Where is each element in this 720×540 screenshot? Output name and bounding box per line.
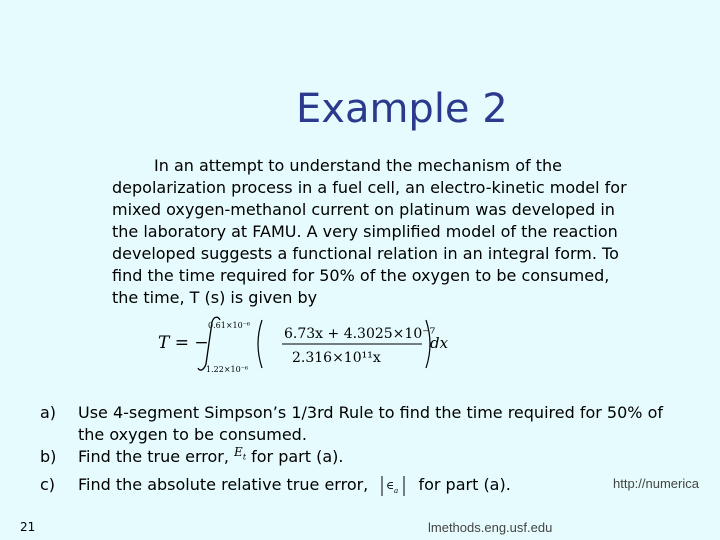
formula-lhs: T = −: [158, 333, 209, 353]
svg-text:∈: ∈: [386, 478, 395, 492]
fraction-numerator: 6.73x + 4.3025×10⁻⁷: [284, 326, 436, 342]
item-marker: b): [40, 447, 57, 466]
lower-limit: 1.22×10⁻⁶: [206, 365, 249, 374]
intro-text: In an attempt to understand the mechanism of the depolarization process in a fuel cell, an electro-kinetic model for mixed oxygen-methanol current on platinum was developed in the laboratory at FAMU. A very simplified model of the reaction developed suggests a functional relation in an integral form. To find the time required for 50% of the oxygen to be consumed, the time, T (s) is given by: [112, 156, 627, 307]
item-text-before: Find the true error,: [78, 447, 229, 466]
fraction-denominator: 2.316×10¹¹x: [292, 350, 381, 366]
item-text: Use 4-segment Simpson’s 1/3rd Rule to find the time required for 50% of the oxygen to be consumed.: [78, 403, 663, 444]
intro-paragraph: [112, 155, 632, 309]
task-list: [40, 402, 680, 497]
item-marker: c): [40, 475, 56, 495]
upper-limit: 0.61×10⁻⁶: [208, 321, 251, 330]
item-marker: a): [40, 403, 57, 422]
absolute-relative-error-symbol: [379, 475, 407, 497]
item-text-after: for part (a).: [418, 475, 511, 495]
list-item-b: [40, 446, 680, 474]
footer-url-line1[interactable]: http://numerica: [613, 476, 699, 491]
differential: dx: [430, 334, 449, 352]
true-error-symbol: Et: [234, 445, 247, 462]
item-text-after: for part (a).: [251, 447, 344, 466]
slide-title: Example 2: [296, 86, 508, 132]
left-paren: [258, 320, 262, 368]
footer-url-line2[interactable]: lmethods.eng.usf.edu: [428, 520, 553, 535]
svg-text:a: a: [394, 486, 399, 495]
slide-number: 21: [20, 520, 36, 534]
integral-formula: [158, 312, 458, 376]
list-item-a: [40, 402, 680, 446]
list-item-c: [40, 474, 680, 497]
item-text-before: Find the absolute relative true error,: [78, 475, 369, 495]
